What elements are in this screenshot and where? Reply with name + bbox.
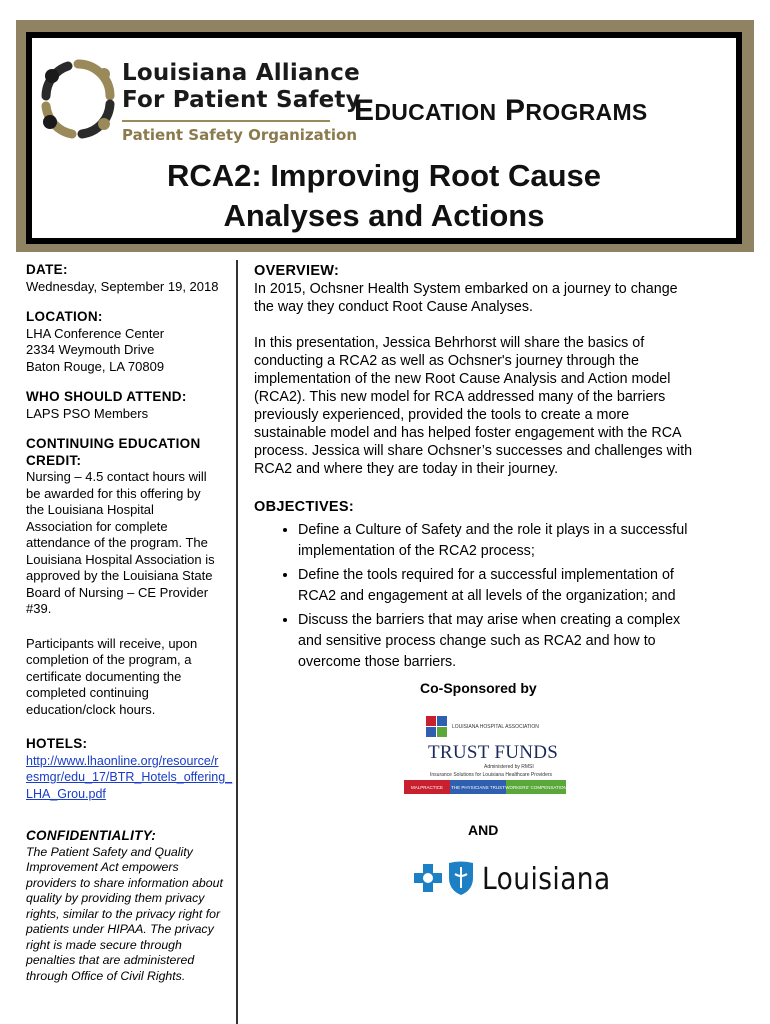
attend-section [26,389,234,422]
objective-line: • Discuss the barriers that may arise when creating a complex [298,612,681,628]
cert-line: completion of the program, a [26,652,192,667]
ce-line: Louisiana Hospital Association is [26,551,215,567]
tf-bar-workers: WORKERS' COMPENSATION [506,780,566,794]
date-value: Wednesday, September 19, 2018 [26,278,219,294]
objectives-list [254,520,724,673]
confidentiality-body [26,845,234,985]
location-line: LHA Conference Center [26,325,165,341]
ce-line: approved by the Louisiana State [26,568,213,583]
hotels-link-line: LHA_Grou.pdf [26,786,106,801]
title-line-1: RCA2: Improving Root Cause [166,158,602,193]
overview-paragraph-2 [254,334,724,478]
program-title-rograms: ROGRAMS [525,99,648,125]
ce-label-1: CONTINUING EDUCATION [26,436,201,451]
ce-label-2: CREDIT: [26,452,82,468]
attend-value: LAPS PSO Members [26,405,149,421]
conf-line: The Patient Safety and Quality [26,844,193,859]
left-column [26,262,234,998]
overview-line: process. Jessica will share Ochsner’s successes and challenges with [254,443,693,459]
overview-line: (RCA2). This new model for RCA addressed many of the barriers [254,389,666,405]
trust-funds-logo [404,716,566,798]
cosponsored-label: Co-Sponsored by [420,680,537,696]
conf-line: through Office of Civil Rights. [26,968,186,983]
ce-line: the Louisiana Hospital [26,502,154,517]
cert-line: completed continuing [26,685,149,700]
objective-line: • Define a Culture of Safety and the role it plays in a successful [298,522,688,538]
tf-name: TRUST FUNDS [428,742,559,763]
ce-line: attendance of the program. The [26,535,208,550]
program-title-p: P [505,94,526,127]
hotels-link[interactable] [26,753,234,803]
objective-line: and sensitive process change such as RCA2 and how to [298,633,656,649]
date-section [26,262,234,295]
program-title [354,94,648,128]
cert-line: education/clock hours. [26,701,156,717]
conf-line: right is made secure through [26,937,182,952]
confidentiality-label: CONFIDENTIALITY: [26,828,157,843]
bcbs-louisiana-logo [412,856,611,902]
conf-line: providers to share information about [26,875,223,890]
tf-tagline: Insurance Solutions for Louisiana Healthcare Providers [430,772,553,778]
logo-divider [122,120,330,122]
banner-frame [26,32,742,244]
attend-label: WHO SHOULD ATTEND: [26,389,187,404]
ce-line: Board of Nursing – CE Provider [26,584,209,600]
tf-color-bar [404,780,566,794]
tf-bar-malpractice: MALPRACTICE [404,780,450,794]
ce-line: Nursing – 4.5 contact hours will [26,469,207,484]
ce-line: #39. [26,601,52,616]
overview-line: the way they conduct Root Cause Analyses. [254,299,533,315]
title-line-2: Analyses and Actions [223,198,545,233]
location-line: 2334 Weymouth Drive [26,342,155,357]
tf-association: LOUISIANA HOSPITAL ASSOCIATION [452,724,539,730]
overview-label: OVERVIEW: [254,263,340,279]
document-title [32,156,736,236]
ce-line: Association for complete [26,518,168,534]
conf-line: penalties that are administered [26,953,195,967]
ce-section [26,436,234,618]
date-label: DATE: [26,262,68,277]
program-title-e: E [354,94,375,127]
header-banner [16,20,754,252]
logo-subtitle: Patient Safety Organization [122,126,358,144]
hotels-label: HOTELS: [26,736,88,751]
location-label: LOCATION: [26,309,103,324]
banner-panel [32,38,736,238]
blue-cross-icon [412,862,444,896]
objective-item [298,610,724,673]
logo-line-2: For Patient Safety [122,87,361,113]
objective-item [298,565,724,607]
objective-line: RCA2 and engagement at all levels of the organization; and [298,588,676,604]
and-label: AND [468,822,499,838]
laps-logo-mark-icon [38,56,118,146]
laps-logo [38,56,361,156]
column-divider [236,260,238,1024]
objectives-label: OBJECTIVES: [254,499,354,515]
overview-line: implementation of the new Root Cause Analysis and Action model [254,371,671,387]
certificate-section [26,636,234,719]
conf-line: quality by providing them privacy [26,891,205,905]
location-line: Baton Rouge, LA 70809 [26,358,165,374]
overview-line: previously experienced, provided the tools to create a more [254,407,630,423]
overview-line: RCA2 and where they are today in their journey. [254,461,559,477]
location-section [26,309,234,375]
hotels-link-line: http://www.lhaonline.org/resource/r [26,753,219,768]
overview-line: In this presentation, Jessica Behrhorst will share the basics of [254,335,645,351]
ce-line: be awarded for this offering by [26,485,201,501]
right-column [254,262,724,676]
overview-line: conducting a RCA2 as well as Ochsner's journey through the [254,353,639,369]
tf-admin: Administered by RMSI [484,764,534,770]
overview-paragraph-1 [254,280,724,316]
tf-bar-physicians: THE PHYSICIANS TRUST [450,780,506,794]
overview-line: In 2015, Ochsner Health System embarked on a journey to change [254,281,678,297]
hotels-link-line: esmgr/edu_17/BTR_Hotels_offering_ [26,770,233,784]
objective-line: implementation of the RCA2 process; [298,543,535,559]
overview-line: sustainable model and has helped foster engagement with the RCA [254,425,682,441]
cert-line: Participants will receive, upon [26,635,198,651]
bcbs-name: Louisiana [482,862,611,897]
conf-line: rights, similar to the privacy right for [26,906,221,921]
conf-line: patients under HIPAA. The privacy [26,922,214,936]
confidentiality-section [26,828,234,984]
program-title-ducation: DUCATION [374,99,497,125]
cert-line: certificate documenting the [26,668,182,684]
conf-line: Improvement Act empowers [26,860,179,874]
objective-line: • Define the tools required for a successful implementation of [298,567,674,583]
hotels-section [26,736,234,802]
logo-line-1: Louisiana Alliance [122,60,360,86]
objective-item [298,520,724,562]
blue-shield-icon [446,860,476,896]
objective-line: overcome those barriers. [298,654,457,670]
